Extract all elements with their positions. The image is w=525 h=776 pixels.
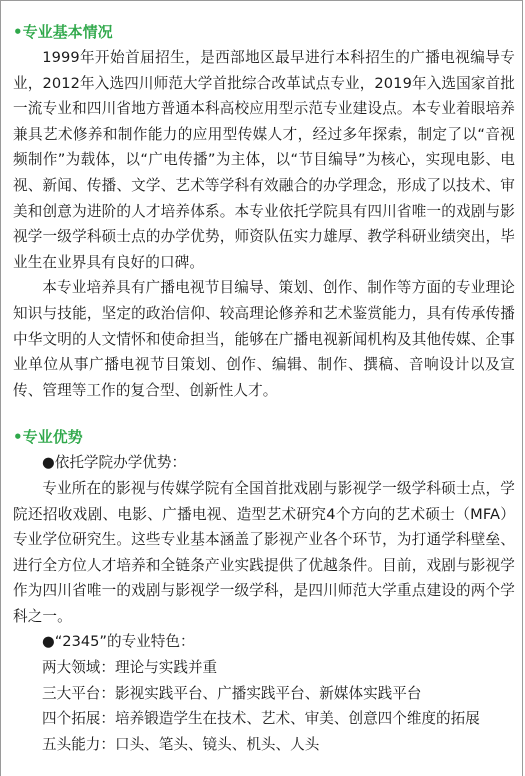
feature-item: 五头能力：口头、笔头、镜头、机头、人头: [42, 735, 320, 753]
feature-item: 两大领域：理论与实践并重: [42, 659, 218, 677]
article-content: [13, 21, 515, 757]
paragraph-college-advantage: 专业所在的影视与传媒学院有全国首批戏剧与影视学一级学科硕士点，学院还招收戏剧、电影、广播电视、造型艺术研究4个方向的艺术硕士（MFA）专业学位研究生。这些专业基本涵盖了影视产业各个环节，为打通学科壁垒、进行全方位人才培养和全链条产业实践提供了优越条件。目前，戏剧与影视学作为四川省唯一的戏剧与影视学一级学科，是四川师范大学重点建设的两个学科之一。: [13, 479, 515, 625]
feature-item: 三大平台：影视实践平台、广播实践平台、新媒体实践平台: [42, 684, 422, 702]
section-heading-basic-info: •专业基本情况: [13, 23, 113, 41]
feature-item: 四个拓展：培养锻造学生在技术、艺术、审美、创意四个维度的拓展: [42, 710, 480, 728]
section-basic-info: [13, 21, 515, 403]
paragraph-basic-info-2: 本专业培养具有广播电视节目编导、策划、创作、制作等方面的专业理论知识与技能，坚定的政治信仰、较高理论修养和艺术鉴赏能力，具有传承传播中华文明的人文情怀和使命担当，能够在广播电视新闻机构及其他传媒、企事业单位从事广播电视节目策划、创作、编辑、制作、撰稿、音响设计以及宣传、管理等工作的复合型、创新性人才。: [13, 279, 515, 399]
section-heading-advantages: •专业优势: [13, 428, 83, 447]
section-advantages: [13, 426, 515, 757]
paragraph-basic-info-1: 1999年开始首届招生，是西部地区最早进行本科招生的广播电视编导专业，2012年入选四川师范大学首批综合改革试点专业，2019年入选国家首批一流专业和四川省地方普通本科高校应用型示范专业建设点。本专业着眼培养兼具艺术修养和制作能力的应用型传媒人才，经过多年探索，制定了以“音视频制作”为载体，以“广电传播”为主体，以“节目编导”为核心，实现电影、电视、新闻、传播、文学、艺术等学科有效融合的办学理念，形成了以技术、审美和创意为进阶的人才培养体系。本专业依托学院具有四川省唯一的戏剧与影视学一级学科硕士点的办学优势，师资队伍实力雄厚、教学科研业绩突出，毕业生在业界具有良好的口碑。: [13, 49, 515, 271]
bullet-college-advantage: ●依托学院办学优势：: [42, 454, 187, 472]
bullet-2345-features: ●“2345”的专业特色：: [42, 633, 195, 651]
